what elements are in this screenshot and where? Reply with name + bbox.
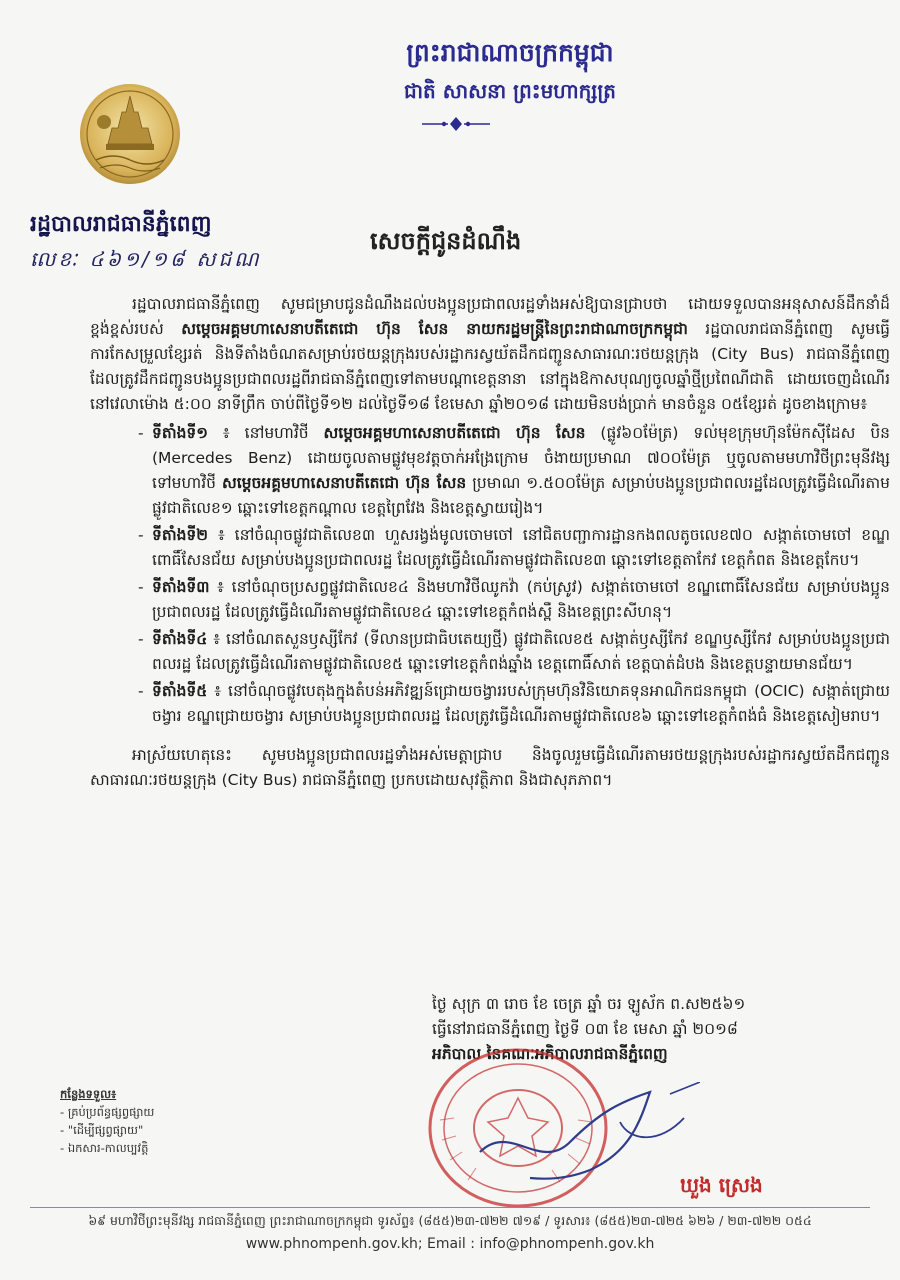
ornament-divider-icon [420, 115, 492, 133]
signatory-title: អភិបាល នៃគណៈអភិបាលរាជធានីភ្នំពេញ [432, 1045, 668, 1063]
location-text: ៖ នៅចំណតសួនឫស្សីកែវ (ទីលានប្រជាធិបតេយ្យថ្មី) ផ្លូវជាតិលេខ៥ សង្កាត់ឫស្សីកែវ ខណ្ឌឫស្សីកែវ សម្រាប់បងប្អូនប្រជាពលរដ្ឋ ដែលត្រូវធ្វើដំណើរតាមផ្លូវជាតិលេខ៥ ឆ្ពោះទៅខេត្តកំពង់ឆ្នាំង ខេត្តពោធិ៍សាត់ ខេត្តបាត់ដំបង និងខេត្តបន្ទាយមានជ័យ។ [152, 630, 890, 673]
intro-paragraph [90, 292, 890, 417]
recipients-title: កន្លែងទទួល៖ [60, 1087, 117, 1101]
reference-number: លេខៈ ៤៦១/១៨ សជណ [30, 247, 262, 271]
location-label: ទីតាំងទី៤ [152, 630, 208, 648]
location-text: ៖ នៅចំណុចប្រសព្វផ្លូវជាតិលេខ៤ និងមហាវិថីឈូកវ៉ា (កប់ស្រូវ) សង្កាត់ចោមចៅ ខណ្ឌពោធិ៍សែនជ័យ សម្រាប់បងប្អូនប្រជាពលរដ្ឋ ដែលត្រូវធ្វើដំណើរតាមផ្លូវជាតិលេខ៤ ឆ្ពោះទៅខេត្តកំពង់ស្ពឺ និងខេត្តព្រះសីហនុ។ [152, 578, 890, 621]
recipients-block [60, 1085, 154, 1157]
notice-body [90, 292, 890, 793]
location-item [140, 523, 890, 573]
phnom-penh-municipality-emblem-icon [78, 82, 182, 186]
recipient-item: - គ្រប់ប្រព័ន្ធផ្សព្វផ្សាយ [60, 1103, 154, 1121]
location-text: ៖ នៅចំណុចផ្លូវបេតុងក្នុងតំបន់អភិវឌ្ឍន៍ជ្រោយចង្វាររបស់ក្រុមហ៊ុនវិនិយោគទុនអាណិកជនកម្ពុជា (OCIC) សង្កាត់ជ្រោយចង្វារ ខណ្ឌជ្រោយចង្វារ សម្រាប់បងប្អូនប្រជាពលរដ្ឋ ដែលត្រូវធ្វើដំណើរតាមផ្លូវជាតិលេខ៦ ឆ្ពោះទៅខេត្តកំពង់ធំ និងខេត្តសៀមរាប។ [152, 682, 890, 725]
location-item [140, 627, 890, 677]
location-emphasis: សម្តេចអគ្គមហាសេនាបតីតេជោ ហ៊ុន សែន [323, 424, 586, 442]
location-text-c: ប្រមាណ ១.៥០០ម៉ែត្រ សម្រាប់បងប្អូនប្រជាពលរដ្ឋដែលត្រូវធ្វើដំណើរតាមផ្លូវជាតិលេខ១ ឆ្ពោះទៅខេត្តកណ្តាល ខេត្តព្រៃវែង និងខេត្តស្វាយរៀង។ [152, 474, 891, 517]
location-text: ៖ នៅចំណុចផ្លូវជាតិលេខ៣ ហួសរង្វង់មូលចោមចៅ នៅជិតបញ្ជាការដ្ឋានកងពលតូចលេខ៧០ សង្កាត់ចោមចៅ ខណ្ឌពោធិ៍សែនជ័យ សម្រាប់បងប្អូនប្រជាពលរដ្ឋ ដែលត្រូវធ្វើដំណើរតាមផ្លូវជាតិលេខ៣ ឆ្ពោះទៅខេត្តតាកែវ ខេត្តកំពត និងខេត្តកែប។ [152, 526, 890, 569]
bus-stop-location-list [90, 421, 890, 729]
kingdom-heading: ព្រះរាជាណាចក្រកម្ពុជា [406, 38, 614, 67]
solar-date: ធ្វើនៅរាជធានីភ្នំពេញ ថ្ងៃទី ០៣ ខែ មេសា ឆ្នាំ ២០១៨ [432, 1020, 738, 1038]
location-item [140, 575, 890, 625]
location-label: ទីតាំងទី៣ [152, 578, 210, 596]
issuing-office: រដ្ឋបាលរាជធានីភ្នំពេញ [30, 212, 212, 237]
location-text: ៖ នៅមហាវិថី [208, 424, 324, 442]
footer-divider [30, 1207, 870, 1208]
handwritten-signature-icon [470, 1082, 700, 1192]
location-item [140, 679, 890, 729]
intro-text-continued: រដ្ឋបាលរាជធានីភ្នំពេញ សូមធ្វើការកែសម្រួលខ្សែរត់ និងទីតាំងចំណតសម្រាប់រថយន្តក្រុងរបស់រដ្ឋាករស្វយ័តដឹកជញ្ជូនសាធារណៈរថយន្តក្រុង (City Bus) រាជធានីភ្នំពេញ ដែលត្រូវដឹកជញ្ជូនបងប្អូនប្រជាពលរដ្ឋពីរាជធានីភ្នំពេញទៅតាមបណ្តាខេត្តនានា នៅក្នុងឱកាសបុណ្យចូលឆ្នាំថ្មីប្រពៃណីជាតិ ដោយចេញដំណើរ នៅវេលាម៉ោង ៥:០០ នាទីព្រឹក ចាប់ពីថ្ងៃទី១២ ដល់ថ្ងៃទី១៨ ខែមេសា ឆ្នាំ២០១៨ ដោយមិនបង់ប្រាក់ មានចំនួន ០៥ខ្សែរត់ ដូចខាងក្រោម៖ [90, 320, 890, 413]
national-motto: ជាតិ សាសនា ព្រះមហាក្សត្រ [404, 79, 616, 103]
recipient-item: - ឯកសារ-កាលប្បវត្តិ [60, 1139, 154, 1157]
footer-web-email[interactable]: www.phnompenh.gov.kh; Email : info@phnompenh.gov.kh [245, 1236, 655, 1252]
recipient-item: - "ដើម្បីផ្សព្វផ្សាយ" [60, 1121, 154, 1139]
intro-text: រដ្ឋបាលរាជធានីភ្នំពេញ សូមជម្រាបជូនដំណឹងដល់បងប្អូនប្រជាពលរដ្ឋទាំងអស់ឱ្យបានជ្រាបថា ដោយទទួលបានអនុសាសន៍ដឹកនាំដ៏ខ្ពង់ខ្ពស់របស់ [90, 295, 890, 338]
signatory-name: ឃួង ស្រេង [680, 1173, 763, 1197]
location-label: ទីតាំងទី១ [152, 424, 209, 442]
location-text-b: (ផ្លូវ៦០ម៉ែត្រ) ទល់មុខក្រុមហ៊ុនម៉ែកស៊ីដែស បិន (Mercedes Benz) ដោយចូលតាមផ្លូវមុខវត្តចាក់អង្រែក្រោម ចំងាយប្រមាណ ៧០០ម៉ែត្រ ឬចូលតាមមហាវិថីព្រះមុនីវង្ស ទៅមហាវិថី [152, 424, 890, 492]
location-label: ទីតាំងទី២ [152, 526, 209, 544]
location-label: ទីតាំងទី៥ [152, 682, 208, 700]
notice-title: សេចក្តីជូនដំណឹង [370, 227, 522, 255]
location-item [140, 421, 890, 521]
intro-emphasis: សម្តេចអគ្គមហាសេនាបតីតេជោ ហ៊ុន សែន នាយករដ្ឋមន្ត្រីនៃព្រះរាជាណាចក្រកម្ពុជា [181, 320, 688, 338]
location-emphasis-b: សម្តេចអគ្គមហាសេនាបតីតេជោ ហ៊ុន សែន [222, 474, 467, 492]
closing-paragraph: អាស្រ័យហេតុនេះ សូមបងប្អូនប្រជាពលរដ្ឋទាំងអស់មេត្តាជ្រាប និងចូលរួមធ្វើដំណើរតាមរថយន្តក្រុងរបស់រដ្ឋាករស្វយ័តដឹកជញ្ជូនសាធារណៈរថយន្តក្រុង (City Bus) រាជធានីភ្នំពេញ ប្រកបដោយសុវត្ថិភាព និងជាសុភភាព។ [90, 746, 890, 789]
lunar-date: ថ្ងៃ សុក្រ ៣ រោច ខែ ចេត្រ ឆ្នាំ ចរ ឡូស័ក ព.ស២៥៦១ [432, 995, 746, 1013]
footer-address: ៦៩ មហាវិថីព្រះមុនីវង្ស រាជធានីភ្នំពេញ ព្រះរាជាណាចក្រកម្ពុជា ទូរស័ព្ទ៖ (៨៥៥)២៣-៧២២ ៧១៩ / ទូរសារ៖ (៨៥៥)២៣-៧២៥ ៦២៦ / ២៣-៧២២ ០៥៤ [88, 1213, 812, 1228]
